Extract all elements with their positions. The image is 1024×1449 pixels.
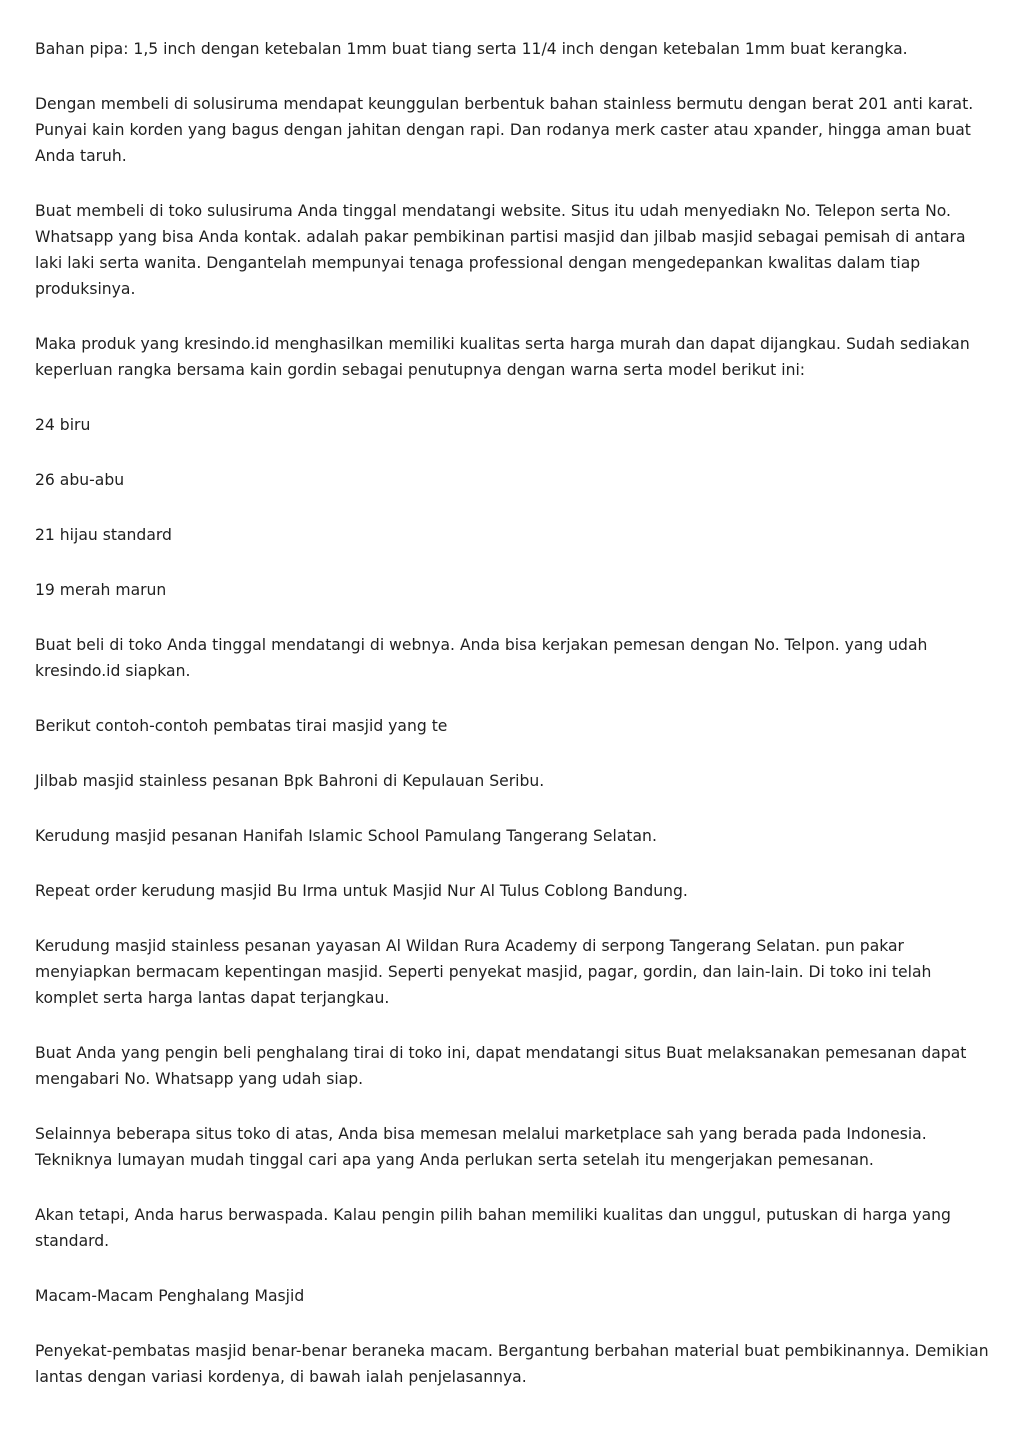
paragraph-solusiruma-advantages: Dengan membeli di solusiruma mendapat keunggulan berbentuk bahan stainless bermutu dengan berat 201 anti karat. Punyai kain korden yang bagus dengan jahitan dengan rapi. Dan rodanya merk caster atau xpander, hingga aman buat Anda taruh. xyxy=(35,95,974,165)
paragraph-example-hanifah: Kerudung masjid pesanan Hanifah Islamic School Pamulang Tangerang Selatan. xyxy=(35,827,657,845)
paragraph-buying-at-sulusiruma: Buat membeli di toko sulusiruma Anda tinggal mendatangi website. Situs itu udah menyediakn No. Telepon serta No. Whatsapp yang bisa Anda kontak. adalah pakar pembikinan partisi masjid dan jilbab masjid sebagai pemisah di antara laki laki serta wanita. Dengantelah mempunyai tenaga professional dengan mengedepankan kwalitas dalam tiap produksinya. xyxy=(35,202,966,298)
document-body xyxy=(35,36,990,1419)
paragraph-marketplace: Selainnya beberapa situs toko di atas, Anda bisa memesan melalui marketplace sah yang berada pada Indonesia. Tekniknya lumayan mudah tinggal cari apa yang Anda perlukan serta setelah itu mengerjakan pemesanan. xyxy=(35,1125,927,1169)
paragraph-pipe-material: Bahan pipa: 1,5 inch dengan ketebalan 1mm buat tiang serta 11/4 inch dengan ketebalan 1mm buat kerangka. xyxy=(35,40,908,58)
paragraph-example-bahroni: Jilbab masjid stainless pesanan Bpk Bahroni di Kepulauan Seribu. xyxy=(35,772,545,790)
list-item-color-grey: 26 abu-abu xyxy=(35,471,125,489)
paragraph-buy-at-store: Buat beli di toko Anda tinggal mendatangi di webnya. Anda bisa kerjakan pemesan dengan No. Telpon. yang udah kresindo.id siapkan. xyxy=(35,636,928,680)
paragraph-caution: Akan tetapi, Anda harus berwaspada. Kalau pengin pilih bahan memiliki kualitas dan unggul, putuskan di harga yang standard. xyxy=(35,1206,951,1250)
paragraph-example-al-wildan: Kerudung masjid stainless pesanan yayasan Al Wildan Rura Academy di serpong Tangerang Selatan. pun pakar menyiapkan bermacam kepentingan masjid. Seperti penyekat masjid, pagar, gordin, dan lain-lain. Di toko ini telah komplet serta harga lantas dapat terjangkau. xyxy=(35,937,932,1007)
paragraph-examples-intro: Berikut contoh-contoh pembatas tirai masjid yang te xyxy=(35,717,448,735)
list-item-color-maroon: 19 merah marun xyxy=(35,581,167,599)
paragraph-types-description: Penyekat-pembatas masjid benar-benar beraneka macam. Bergantung berbahan material buat pembikinannya. Demikian lantas dengan variasi kordenya, di bawah ialah penjelasannya. xyxy=(35,1342,989,1386)
paragraph-example-repeat-order: Repeat order kerudung masjid Bu Irma untuk Masjid Nur Al Tulus Coblong Bandung. xyxy=(35,882,688,900)
list-item-color-blue: 24 biru xyxy=(35,416,91,434)
section-heading-types: Macam-Macam Penghalang Masjid xyxy=(35,1287,305,1305)
paragraph-order-via-whatsapp: Buat Anda yang pengin beli penghalang tirai di toko ini, dapat mendatangi situs Buat melaksanakan pemesanan dapat mengabari No. Whatsapp yang udah siap. xyxy=(35,1044,967,1088)
paragraph-kresindo-products: Maka produk yang kresindo.id menghasilkan memiliki kualitas serta harga murah dan dapat dijangkau. Sudah sediakan keperluan rangka bersama kain gordin sebagai penutupnya dengan warna serta model berikut ini: xyxy=(35,335,970,379)
list-item-color-green: 21 hijau standard xyxy=(35,526,172,544)
